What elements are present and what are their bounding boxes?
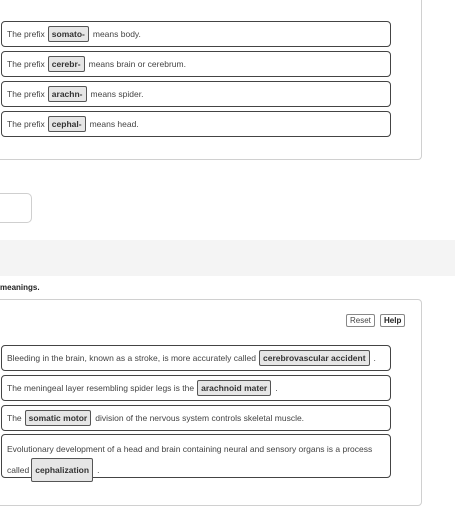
row-meaning: means body. bbox=[92, 29, 141, 39]
row-line-1 bbox=[7, 440, 385, 458]
answer-chip[interactable]: cerebrovascular accident bbox=[259, 350, 370, 366]
reset-button[interactable]: Reset bbox=[346, 314, 375, 327]
answer-chip[interactable]: somatic motor bbox=[25, 410, 92, 426]
answer-chip[interactable]: cephal- bbox=[48, 116, 86, 132]
answer-chip[interactable]: arachnoid mater bbox=[197, 380, 271, 396]
matching-panel-top bbox=[0, 0, 422, 160]
matching-panel-bottom bbox=[0, 299, 422, 506]
row-text: Evolutionary development of a head and brain containing neural and sensory organs is a process bbox=[7, 444, 373, 454]
prefix-row bbox=[1, 21, 391, 47]
row-text: The bbox=[7, 413, 22, 423]
row-meaning: means head. bbox=[89, 119, 139, 129]
help-button[interactable]: Help bbox=[380, 314, 405, 327]
row-text: The meningeal layer resembling spider legs is the bbox=[7, 383, 195, 393]
continue-button[interactable] bbox=[0, 193, 32, 223]
answer-chip[interactable]: arachn- bbox=[48, 86, 87, 102]
prefix-row bbox=[1, 51, 391, 77]
answer-chip[interactable]: cerebr- bbox=[48, 56, 85, 72]
row-text: The prefix bbox=[7, 29, 45, 39]
sentence-row bbox=[1, 405, 391, 431]
prefix-row bbox=[1, 111, 391, 137]
row-line-2 bbox=[7, 458, 385, 482]
row-text: The prefix bbox=[7, 89, 45, 99]
prefix-row bbox=[1, 81, 391, 107]
instructions-text: meanings. bbox=[0, 283, 40, 292]
row-meaning: means brain or cerebrum. bbox=[88, 59, 186, 69]
row-text-after: . bbox=[275, 383, 278, 393]
row-text: Bleeding in the brain, known as a stroke, is more accurately called bbox=[7, 353, 256, 363]
sentence-row bbox=[1, 434, 391, 478]
row-text: The prefix bbox=[7, 59, 45, 69]
row-text-after: division of the nervous system controls skeletal muscle. bbox=[95, 413, 305, 423]
row-text-after: . bbox=[373, 353, 376, 363]
row-meaning: means spider. bbox=[90, 89, 144, 99]
section-divider-band bbox=[0, 240, 455, 276]
row-text-after: . bbox=[97, 465, 100, 475]
answer-chip[interactable]: cephalization bbox=[31, 458, 93, 482]
answer-chip[interactable]: somato- bbox=[48, 26, 89, 42]
sentence-row bbox=[1, 345, 391, 371]
row-text: The prefix bbox=[7, 119, 45, 129]
sentence-row bbox=[1, 375, 391, 401]
row-text: called bbox=[7, 465, 30, 475]
